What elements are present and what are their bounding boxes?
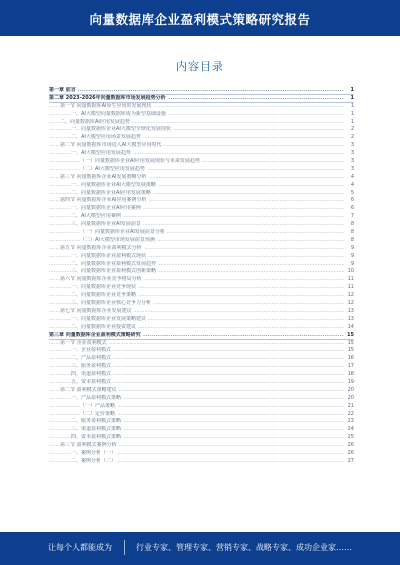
toc-entry[interactable] bbox=[49, 95, 354, 103]
toc-entry[interactable] bbox=[49, 158, 354, 166]
toc-page-number: 2 bbox=[345, 126, 354, 134]
footer-slogan: 让每个人都能成为 bbox=[48, 543, 112, 552]
toc-entry[interactable] bbox=[49, 111, 354, 119]
toc-entry-text: 一、向量数据库企业盈利模式现状 bbox=[71, 252, 147, 259]
toc-entry-text: 四、资本盈利模式策略 bbox=[71, 434, 122, 441]
toc-entry-text: 第七节 向量数据库企业发展建议 bbox=[60, 307, 132, 314]
toc-entry[interactable] bbox=[49, 229, 354, 237]
toc-page-number: 14 bbox=[345, 324, 354, 332]
toc-entry-text: 二、向量数据库企业AI应用发展策略 bbox=[71, 189, 151, 196]
toc-page-number: 1 bbox=[345, 87, 354, 95]
toc-entry-text: 一、向量数据库企业AI应用案例 bbox=[71, 205, 141, 212]
toc-entry-text: （一）向量数据库企业AI发展前景分析 bbox=[80, 229, 165, 236]
toc-page-number: 15 bbox=[345, 332, 354, 340]
toc-page-number: 16 bbox=[345, 355, 354, 363]
toc-page-number: 27 bbox=[345, 458, 354, 466]
footer-divider bbox=[124, 540, 125, 555]
toc-entry-text: （二）AI大模型应用发展趋势 bbox=[80, 165, 145, 172]
toc-entry[interactable] bbox=[49, 308, 354, 316]
toc-page-number: 1 bbox=[345, 111, 354, 119]
toc-entry-text: （一）产品策略 bbox=[80, 402, 116, 409]
toc-page-number: 9 bbox=[345, 261, 354, 269]
toc-page-number: 8 bbox=[345, 229, 354, 237]
toc-entry-text: 一、AI大模型应用发展趋势 bbox=[71, 150, 131, 157]
toc-page-number: 15 bbox=[345, 347, 354, 355]
toc-entry[interactable] bbox=[49, 119, 354, 127]
toc-entry-text: 一、企业盈利模式 bbox=[71, 347, 112, 354]
toc-entry[interactable] bbox=[49, 245, 354, 253]
toc-entry[interactable] bbox=[49, 197, 354, 205]
toc-entry-text: 第一章 前言 bbox=[49, 87, 76, 93]
toc-entry-text: 二、向量数据库企业投资建议 bbox=[71, 323, 137, 330]
toc-page-number: 3 bbox=[345, 142, 354, 150]
toc-entry[interactable] bbox=[49, 300, 354, 308]
toc-entry-text: （一）向量数据库企业AI应用发展现状与未来发展趋势 bbox=[80, 158, 200, 165]
toc-entry[interactable] bbox=[49, 379, 354, 387]
toc-entry-text: 四、渠道盈利模式 bbox=[71, 371, 112, 378]
toc-entry[interactable] bbox=[49, 134, 354, 142]
toc-title: 内容目录 bbox=[176, 60, 224, 73]
toc-page-number: 2 bbox=[345, 134, 354, 142]
toc-entry[interactable] bbox=[49, 292, 354, 300]
toc-entry[interactable] bbox=[49, 418, 354, 426]
toc-page-number: 18 bbox=[345, 371, 354, 379]
toc-page-number: 22 bbox=[345, 411, 354, 419]
toc-page-number: 4 bbox=[345, 174, 354, 182]
toc-entry-text: 三、服务盈利模式 bbox=[71, 363, 112, 370]
toc-page-number: 3 bbox=[345, 158, 354, 166]
toc-entry-text: 三、向量数据库企业核心竞争力分析 bbox=[71, 300, 152, 307]
toc-entry[interactable] bbox=[49, 87, 354, 95]
toc-entry-text: 第三章 向量数据库企业盈利模式策略研究 bbox=[49, 331, 141, 338]
toc-entry-text: 一、向量数据库企业竞争现状 bbox=[71, 284, 137, 291]
toc-entry[interactable] bbox=[49, 332, 354, 340]
toc-entry-text: 第二章 2023-2026年向量数据库市场发展趋势分析 bbox=[49, 94, 166, 101]
toc-page-number: 13 bbox=[345, 308, 354, 316]
toc-entry-text: （二）AI大模型市场发展前景预测 bbox=[80, 236, 155, 243]
report-title: 向量数据库企业盈利模式策略研究报告 bbox=[89, 12, 311, 27]
toc-page-number: 5 bbox=[345, 190, 354, 198]
toc-page-number: 1 bbox=[345, 103, 354, 111]
toc-page-number: 11 bbox=[345, 276, 354, 284]
toc-entry[interactable] bbox=[49, 166, 354, 174]
toc-entry-text: 第三节 向量数据库企业AI发展策略分析 bbox=[60, 173, 147, 180]
toc-entry-text: 二、向量数据库企业竞争策略 bbox=[71, 292, 137, 299]
toc-entry[interactable] bbox=[49, 442, 354, 450]
toc-entry[interactable] bbox=[49, 253, 354, 261]
toc-entry[interactable] bbox=[49, 284, 354, 292]
toc-entry[interactable] bbox=[49, 363, 354, 371]
toc-page-number: 9 bbox=[345, 253, 354, 261]
toc-entry[interactable] bbox=[49, 450, 354, 458]
table-of-contents bbox=[49, 87, 354, 466]
toc-page-number: 12 bbox=[345, 300, 354, 308]
toc-entry[interactable] bbox=[49, 371, 354, 379]
toc-entry[interactable] bbox=[49, 324, 354, 332]
toc-entry-text: 第一节 向量数据库AI原生应用的发展现状 bbox=[60, 102, 152, 109]
toc-entry[interactable] bbox=[49, 340, 354, 348]
toc-page-number: 1 bbox=[345, 95, 354, 103]
header-banner bbox=[0, 0, 400, 36]
toc-page-number: 12 bbox=[345, 292, 354, 300]
toc-entry[interactable] bbox=[49, 458, 354, 466]
toc-page-number: 23 bbox=[345, 418, 354, 426]
toc-page-number: 4 bbox=[345, 182, 354, 190]
toc-page-number: 8 bbox=[345, 237, 354, 245]
toc-page-number: 6 bbox=[345, 197, 354, 205]
toc-entry-text: 一、向量数据库企业发展策略建议 bbox=[71, 315, 147, 322]
toc-entry[interactable] bbox=[49, 268, 354, 276]
toc-entry-text: 二、向量数据库AI应用发展趋势 bbox=[60, 118, 130, 125]
toc-entry[interactable] bbox=[49, 426, 354, 434]
toc-entry[interactable] bbox=[49, 387, 354, 395]
toc-page-number: 11 bbox=[345, 284, 354, 292]
toc-entry-text: 一、AI大模型向量数据库成为新型基础设施 bbox=[71, 110, 166, 117]
toc-page-number: 26 bbox=[345, 442, 354, 450]
toc-page-number: 7 bbox=[345, 213, 354, 221]
toc-page-number: 8 bbox=[345, 221, 354, 229]
toc-entry[interactable] bbox=[49, 174, 354, 182]
toc-entry[interactable] bbox=[49, 142, 354, 150]
toc-entry-text: 第六节 向量数据库企业竞争格局分析 bbox=[60, 276, 142, 283]
toc-entry-text: 第二节 盈利模式策略建议 bbox=[60, 386, 117, 393]
toc-entry-text: 第二节 向量数据库市场进入AI大模型应用时代 bbox=[60, 142, 162, 149]
footer-banner bbox=[0, 532, 400, 565]
toc-entry[interactable] bbox=[49, 150, 354, 158]
toc-entry[interactable] bbox=[49, 395, 354, 403]
toc-entry[interactable] bbox=[49, 103, 354, 111]
toc-entry-text: 二、案例分析（二） bbox=[71, 457, 117, 464]
toc-page-number: 10 bbox=[345, 268, 354, 276]
toc-entry-text: 三、渠道盈利模式策略 bbox=[71, 426, 122, 433]
toc-entry-text: （二）定价策略 bbox=[80, 410, 116, 417]
toc-entry-text: 第一节 企业盈利模式 bbox=[60, 339, 107, 346]
toc-entry[interactable] bbox=[49, 221, 354, 229]
toc-entry-text: 二、AI大模型应用案例 bbox=[71, 213, 121, 220]
toc-page-number: 13 bbox=[345, 316, 354, 324]
toc-entry[interactable] bbox=[49, 434, 354, 442]
toc-entry-text: 一、案例分析（一） bbox=[71, 449, 117, 456]
toc-page-number: 21 bbox=[345, 403, 354, 411]
toc-page-number: 6 bbox=[345, 205, 354, 213]
toc-entry[interactable] bbox=[49, 213, 354, 221]
toc-page-number: 26 bbox=[345, 450, 354, 458]
toc-page-number: 24 bbox=[345, 426, 354, 434]
toc-entry-text: 二、产品盈利模式 bbox=[71, 355, 112, 362]
toc-entry-text: 一、产品盈利模式策略 bbox=[71, 394, 122, 401]
toc-entry-text: 一、向量数据库企业AI大模型全球化发展现状 bbox=[71, 126, 171, 133]
toc-entry[interactable] bbox=[49, 237, 354, 245]
toc-entry[interactable] bbox=[49, 316, 354, 324]
toc-entry[interactable] bbox=[49, 190, 354, 198]
toc-entry-text: 二、服务盈利模式策略 bbox=[71, 418, 122, 425]
toc-entry[interactable] bbox=[49, 403, 354, 411]
toc-entry[interactable] bbox=[49, 261, 354, 269]
toc-page-number: 1 bbox=[345, 119, 354, 127]
toc-entry-text: 第三节 盈利模式案例分析 bbox=[60, 442, 117, 449]
toc-page-number: 3 bbox=[345, 166, 354, 174]
toc-entry-text: 二、向量数据库企业盈利模式发展趋势 bbox=[71, 260, 157, 267]
toc-entry-text: 二、AI大模型应用场景发展趋势 bbox=[71, 134, 141, 141]
toc-entry-text: 三、向量数据库企业AI发展前景 bbox=[71, 221, 141, 228]
toc-entry[interactable] bbox=[49, 205, 354, 213]
toc-page-number: 25 bbox=[345, 434, 354, 442]
toc-entry-text: 第四节 向量数据库企业AI应用案例分析 bbox=[60, 197, 147, 204]
toc-leader-dots bbox=[49, 87, 344, 95]
footer-tagline: 行业专家、管理专家、营销专家、战略专家、成功企业家…… bbox=[136, 543, 352, 552]
toc-entry-text: 三、向量数据库企业盈利模式创新策略 bbox=[71, 268, 157, 275]
toc-entry[interactable] bbox=[49, 182, 354, 190]
toc-page-number: 15 bbox=[345, 340, 354, 348]
toc-entry[interactable] bbox=[49, 411, 354, 419]
toc-entry[interactable] bbox=[49, 126, 354, 134]
toc-page-number: 9 bbox=[345, 245, 354, 253]
toc-entry[interactable] bbox=[49, 355, 354, 363]
toc-entry-text: 一、向量数据库企业AI大模型发展策略 bbox=[71, 181, 156, 188]
toc-entry-text: 五、资本盈利模式 bbox=[71, 378, 112, 385]
toc-page-number: 17 bbox=[345, 363, 354, 371]
toc-page-number: 20 bbox=[345, 395, 354, 403]
toc-entry-text: 第五节 向量数据库企业盈利模式分析 bbox=[60, 244, 142, 251]
toc-page-number: 19 bbox=[345, 379, 354, 387]
toc-page-number: 3 bbox=[345, 150, 354, 158]
toc-entry[interactable] bbox=[49, 276, 354, 284]
toc-entry[interactable] bbox=[49, 347, 354, 355]
toc-page-number: 20 bbox=[345, 387, 354, 395]
